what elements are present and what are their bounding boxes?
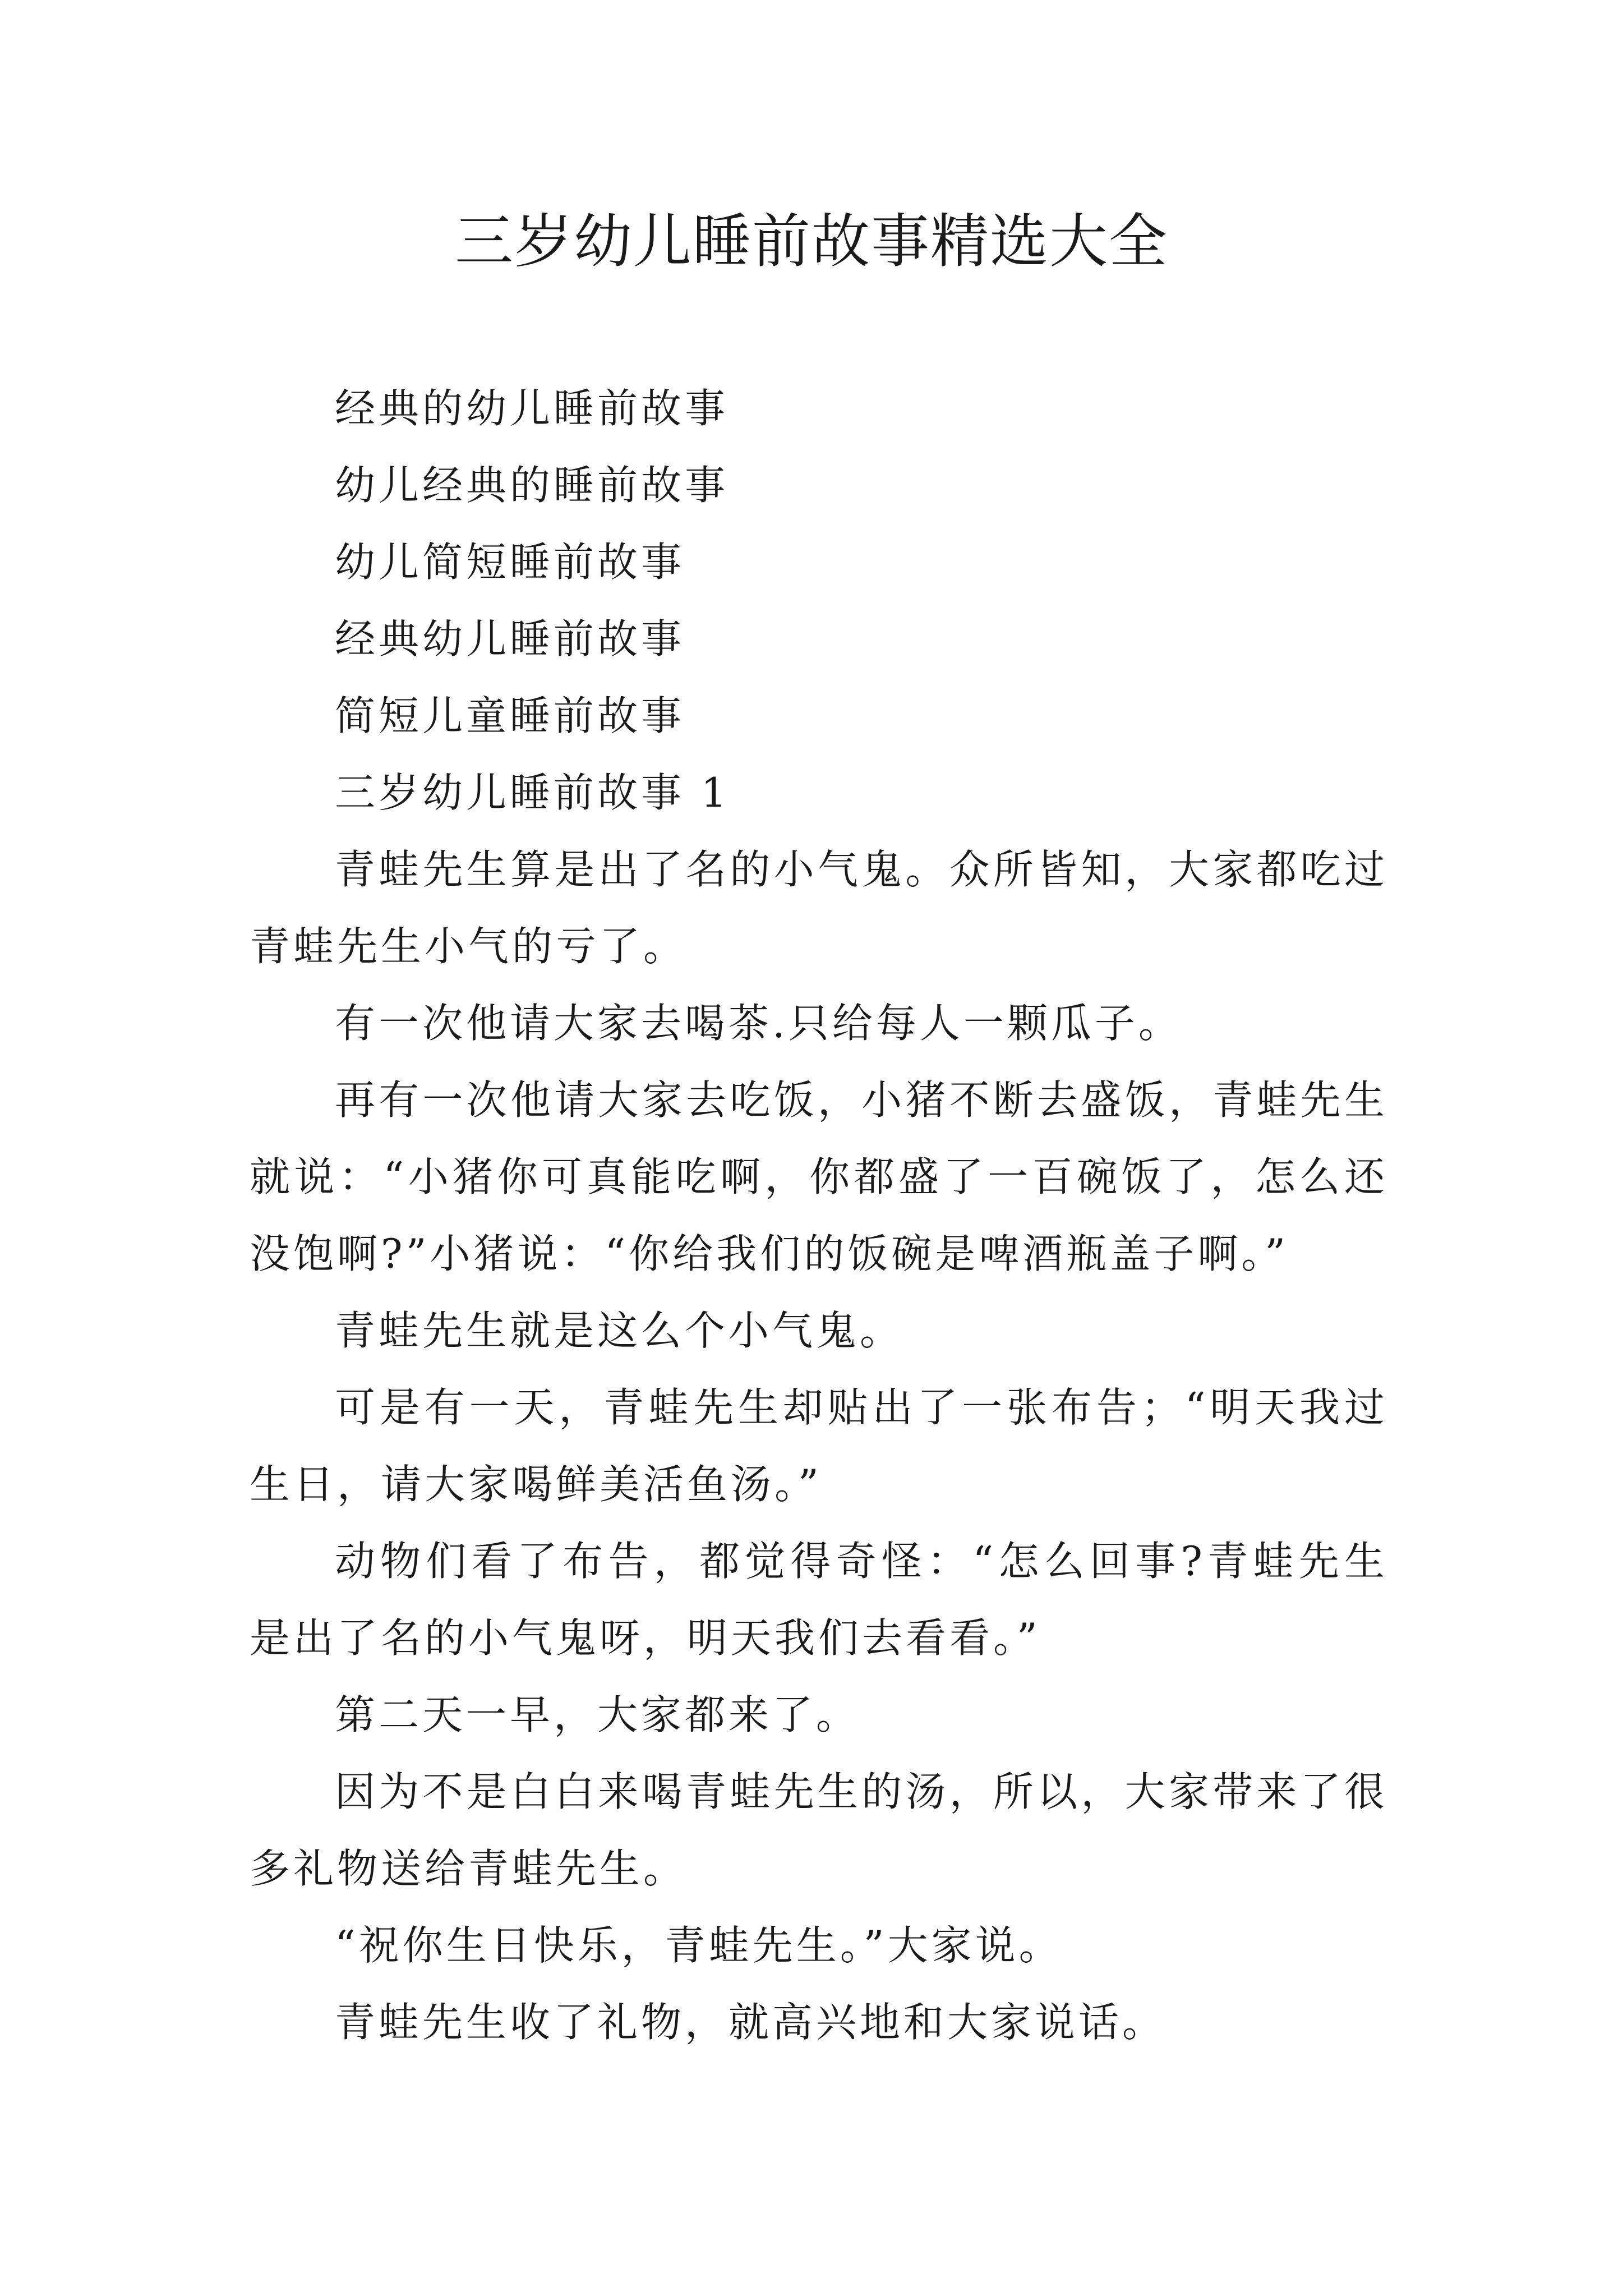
section-heading: 三岁幼儿睡前故事 1 xyxy=(335,769,730,816)
story-paragraph: “祝你生日快乐，青蛙先生。”大家说。 xyxy=(335,1922,1063,1969)
toc-item: 简短儿童睡前故事 xyxy=(335,692,685,739)
story-paragraph: 再有一次他请大家去吃饭，小猪不断去盛饭，青蛙先生就说：“小猪你可真能吃啊，你都盛了一百碗饭了，怎么还没饱啊?”小猪说：“你给我们的饭碗是啤酒瓶盖子啊。” xyxy=(250,1076,1388,1277)
document-body xyxy=(250,370,1388,2061)
story-paragraph: 青蛙先生收了礼物，就高兴地和大家说话。 xyxy=(335,1999,1166,2046)
story-paragraph: 可是有一天，青蛙先生却贴出了一张布告；“明天我过生日，请大家喝鲜美活鱼汤。” xyxy=(250,1384,1388,1508)
toc-item: 经典的幼儿睡前故事 xyxy=(335,385,729,432)
toc-item: 经典幼儿睡前故事 xyxy=(335,615,685,662)
story-paragraph: 青蛙先生就是这么个小气鬼。 xyxy=(335,1307,904,1354)
document-title: 三岁幼儿睡前故事精选大全 xyxy=(454,207,1168,275)
toc-item: 幼儿简短睡前故事 xyxy=(335,539,685,586)
story-paragraph: 有一次他请大家去喝茶.只给每人一颗瓜子。 xyxy=(335,1000,1182,1047)
story-paragraph: 动物们看了布告，都觉得奇怪：“怎么回事?青蛙先生是出了名的小气鬼呀，明天我们去看看。” xyxy=(250,1538,1388,1662)
story-paragraph: 因为不是白白来喝青蛙先生的汤，所以，大家带来了很多礼物送给青蛙先生。 xyxy=(250,1768,1388,1892)
toc-item: 幼儿经典的睡前故事 xyxy=(335,462,729,509)
story-paragraph: 青蛙先生算是出了名的小气鬼。众所皆知，大家都吃过青蛙先生小气的亏了。 xyxy=(250,846,1388,970)
story-paragraph: 第二天一早，大家都来了。 xyxy=(335,1691,860,1738)
